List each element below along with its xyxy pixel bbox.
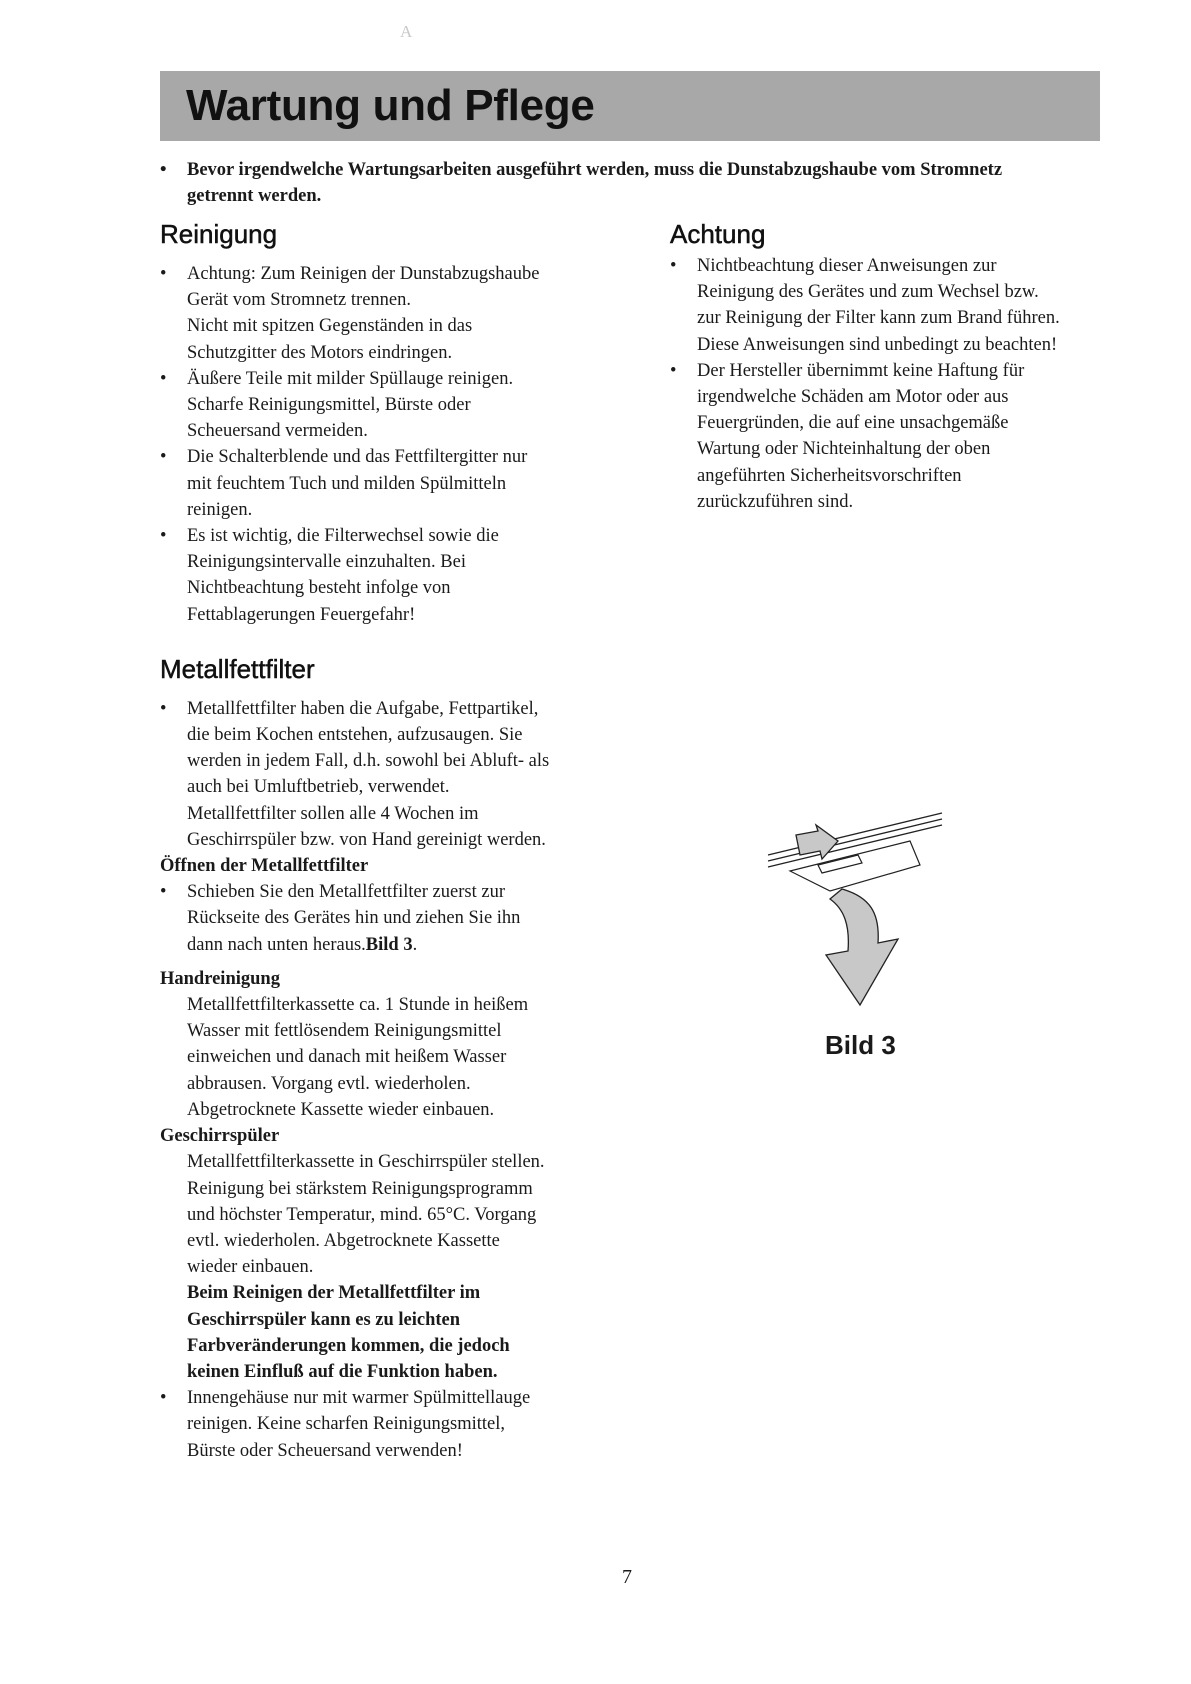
list-item: [160, 879, 605, 958]
header-mark: A: [400, 22, 413, 41]
right-column: [670, 217, 1110, 515]
oeffnen-text: Schieben Sie den Metallfettfilter zuerst zur Rückseite des Gerätes hin und ziehen Sie ihn dann nach unten heraus.: [187, 882, 521, 955]
left-column: [160, 217, 605, 1464]
innengehaeuse-list: [160, 1385, 605, 1464]
page-number: 7: [622, 1566, 632, 1588]
subheading-geschirrspueler: Geschirrspüler: [160, 1126, 280, 1147]
list-item: • Die Schalterblende und das Fettfiltergitter nur mit feuchtem Tuch und milden Spülmitteln reinigen.: [160, 444, 605, 523]
figure-caption: Bild 3: [825, 1030, 896, 1060]
list-item: • Nichtbeachtung dieser Anweisungen zur Reinigung des Gerätes und zum Wechsel bzw. zur Reinigung der Filter kann zum Brand führen. Diese Anweisungen sind unbedingt zu beachten!: [670, 253, 1110, 358]
page-title: Wartung und Pflege: [186, 81, 595, 130]
section-heading-achtung: Achtung: [670, 219, 766, 249]
filter-removal-illustration: [760, 805, 960, 1015]
list-item: • Äußere Teile mit milder Spüllauge reinigen. Scharfe Reinigungsmittel, Bürste oder Scheuersand vermeiden.: [160, 366, 605, 445]
list-item: • Der Hersteller übernimmt keine Haftung für irgendwelche Schäden am Motor oder aus Feuergründen, die auf eine unsachgemäße Wartung oder Nichteinhaltung der oben angeführten Sicherheitsvorschriften zurückzuführen sind.: [670, 358, 1110, 515]
achtung-list: [670, 253, 1110, 515]
list-item: • Es ist wichtig, die Filterwechsel sowie die Reinigungsintervalle einzuhalten. Bei Nichtbeachtung besteht infolge von Fettablagerungen Feuergefahr!: [160, 523, 605, 628]
geschirrspueler-text: Metallfettfilterkassette in Geschirrspüler stellen. Reinigung bei stärkstem Reinigungsprogramm und höchster Temperatur, mind. 65°C. Vorgang evtl. wiederholen. Abgetrocknete Kassette wieder einbauen.: [187, 1152, 545, 1278]
list-item: • Achtung: Zum Reinigen der Dunstabzugshaube Gerät vom Stromnetz trennen. Nicht mit spitzen Gegenständen in das Schutzgitter des Motors eindringen.: [160, 261, 605, 366]
intro-list: [160, 157, 1060, 209]
reinigung-list: [160, 261, 605, 628]
intro-warning: • Bevor irgendwelche Wartungsarbeiten ausgeführt werden, muss die Dunstabzugshaube vom Stromnetz getrennt werden.: [160, 157, 1060, 209]
oeffnen-list: [160, 879, 605, 958]
subheading-handreinigung: Handreinigung: [160, 968, 280, 989]
section-heading-reinigung: Reinigung: [160, 219, 278, 249]
metallfettfilter-list: [160, 696, 605, 853]
subheading-oeffnen: Öffnen der Metallfettfilter: [160, 856, 369, 877]
handreinigung-text: Metallfettfilterkassette ca. 1 Stunde in heißem Wasser mit fettlösendem Reinigungsmittel einweichen und danach mit heißem Wasser abbrausen. Vorgang evtl. wiederholen. Abgetrocknete Kassette wieder einbauen.: [187, 995, 529, 1120]
oeffnen-end: .: [412, 934, 418, 955]
section-heading-metallfettfilter: Metallfettfilter: [160, 653, 315, 684]
list-item: • Metallfettfilter haben die Aufgabe, Fettpartikel, die beim Kochen entstehen, aufzusaugen. Sie werden in jedem Fall, d.h. sowohl bei Abluft- als auch bei Umluftbetrieb, verwendet. Metallfettfilter sollen alle 4 Wochen im Geschirrspüler bzw. von Hand gereinigt werden.: [160, 696, 605, 853]
figure-reference: Bild 3: [365, 934, 413, 955]
geschirrspueler-note: Beim Reinigen der Metallfettfilter im Geschirrspüler kann es zu leichten Farbveränderungen kommen, die jedoch keinen Einfluß auf die Funktion haben.: [187, 1283, 510, 1382]
list-item: • Innengehäuse nur mit warmer Spülmittellauge reinigen. Keine scharfen Reinigungsmittel, Bürste oder Scheuersand verwenden!: [160, 1385, 605, 1464]
title-bar: [160, 71, 1100, 141]
